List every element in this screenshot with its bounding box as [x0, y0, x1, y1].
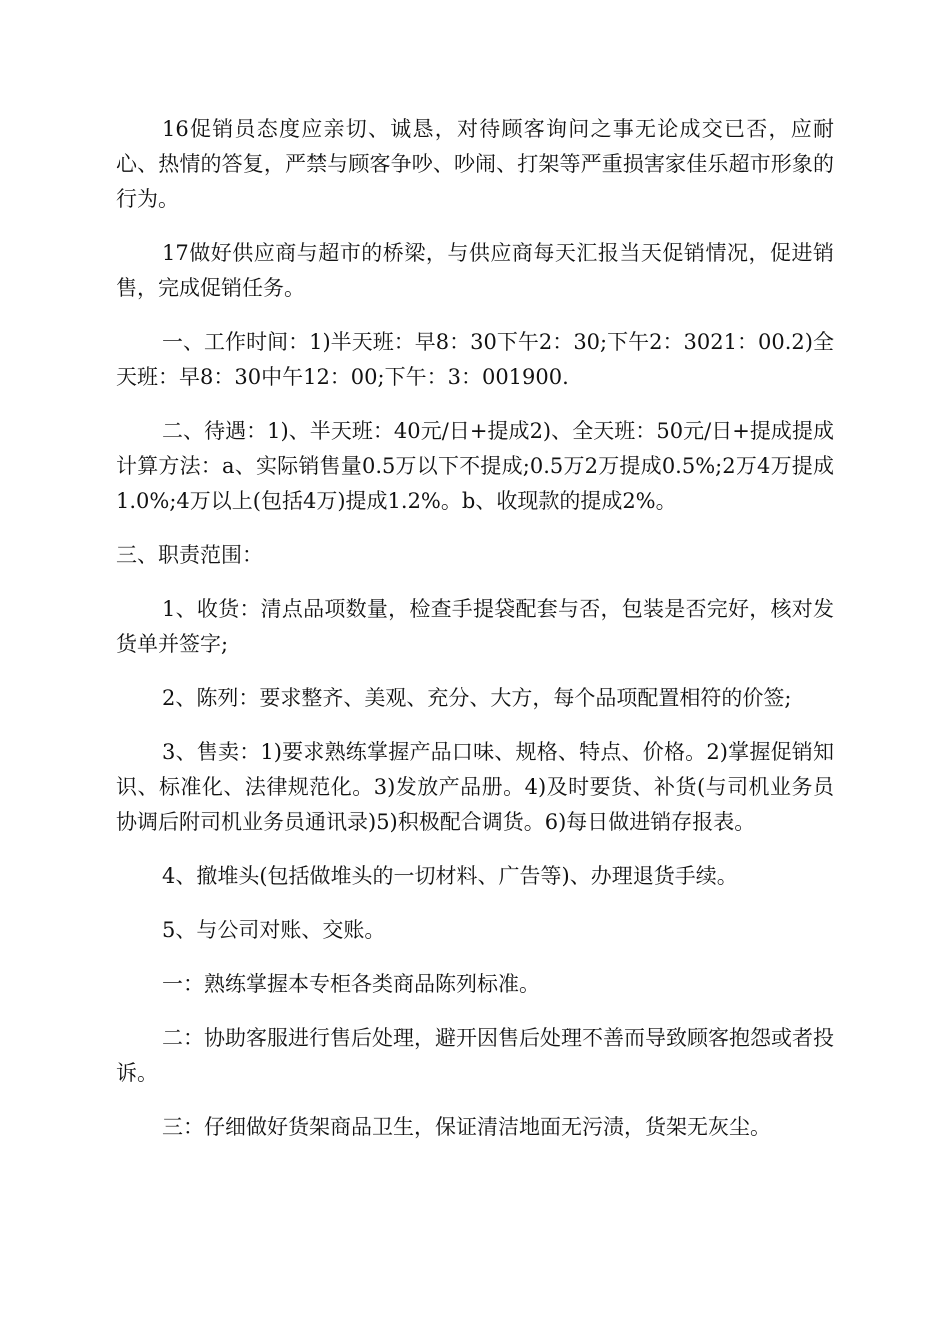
paragraph-reconciliation: 5、与公司对账、交账。	[162, 918, 386, 942]
paragraph-receiving: 1、收货：清点品项数量，检查手提袋配套与否，包装是否完好，核对发货单并签字;	[116, 597, 834, 656]
paragraph-compensation: 二、待遇：1)、半天班：40元/日+提成2)、全天班：50元/日+提成提成计算方法：a、实际销售量0.5万以下不提成;0.5万2万提成0.5%;2万4万提成1.0%;4万以上(包括4万)提成1.2%。b、收现款的提成2%。	[116, 419, 834, 513]
paragraph-display-standards: 一：熟练掌握本专柜各类商品陈列标准。	[162, 972, 540, 996]
paragraph-selling: 3、售卖：1)要求熟练掌握产品口味、规格、特点、价格。2)掌握促销知识、标准化、法律规范化。3)发放产品册。4)及时要货、补货(与司机业务员协调后附司机业务员通讯录)5)积极配合调货。6)每日做进销存报表。	[116, 740, 834, 834]
paragraph-work-hours: 一、工作时间：1)半天班：早8：30下午2：30;下午2：3021：00.2)全天班：早8：30中午12：00;下午：3：001900.	[116, 330, 834, 389]
paragraph-17: 17做好供应商与超市的桥梁，与供应商每天汇报当天促销情况，促进销售，完成促销任务。	[116, 241, 834, 300]
section-heading-duties: 三、职责范围：	[116, 543, 263, 567]
paragraph-hygiene: 三：仔细做好货架商品卫生，保证清洁地面无污渍，货架无灰尘。	[162, 1115, 771, 1139]
document-body	[116, 112, 834, 1164]
paragraph-remove-display: 4、撤堆头(包括做堆头的一切材料、广告等)、办理退货手续。	[162, 864, 738, 888]
paragraph-after-sales: 二：协助客服进行售后处理，避开因售后处理不善而导致顾客抱怨或者投诉。	[116, 1026, 834, 1085]
paragraph-16: 16促销员态度应亲切、诚恳，对待顾客询问之事无论成交已否，应耐心、热情的答复，严禁与顾客争吵、吵闹、打架等严重损害家佳乐超市形象的行为。	[116, 117, 834, 211]
paragraph-display: 2、陈列：要求整齐、美观、充分、大方，每个品项配置相符的价签;	[162, 686, 792, 710]
